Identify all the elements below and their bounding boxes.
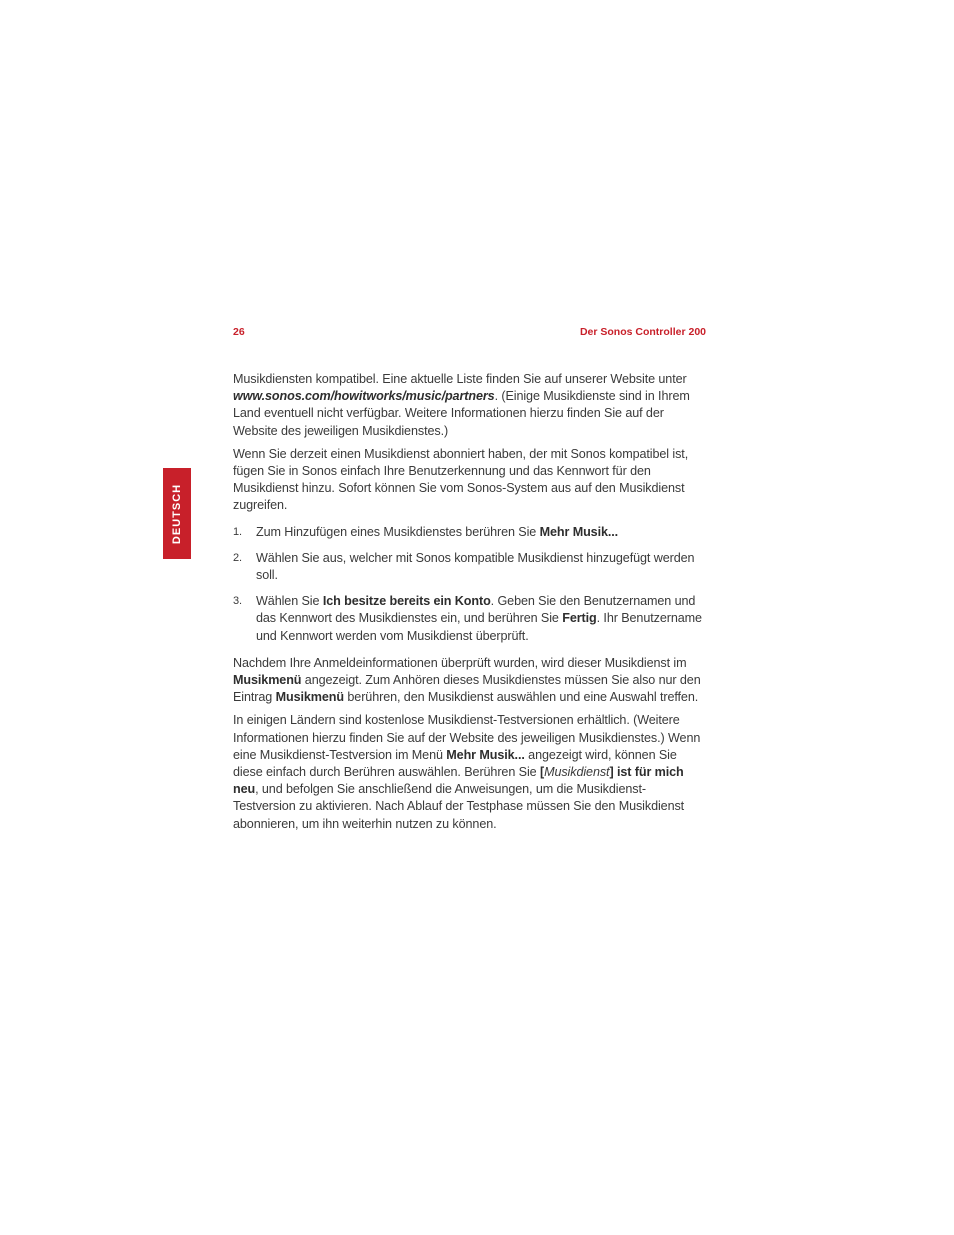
text-span: In einigen Ländern sind kostenlose Musikdienst-Testversionen erhältlich. (Weitere Informationen hierzu finden Sie auf der Website des jeweiligen Musikdienstes.) Wenn eine Musikdienst-Testversion im Menü [233, 713, 701, 762]
text-span: Wählen Sie [256, 594, 323, 609]
text-span: , und befolgen Sie anschließend die Anweisungen, um die Musikdienst-Testversion zu aktivieren. Nach Ablauf der Testphase müssen Sie den Musikdienst abonnieren, um ihn weiterhin nutzen zu können. [233, 782, 685, 831]
paragraph-music-menu [233, 655, 707, 707]
language-tab [163, 468, 191, 559]
ui-term: Fertig [562, 611, 597, 626]
ui-term: ] ist für mich neu [233, 765, 684, 797]
step-item [233, 550, 707, 584]
ui-term: Ich besitze bereits ein Konto [322, 594, 491, 609]
text-span: angezeigt wird, können Sie diese einfach durch Berühren auswählen. Berühren Sie [233, 747, 677, 780]
step-number: 2. [233, 551, 242, 564]
paragraph-intro [233, 371, 707, 440]
body-text [233, 371, 707, 839]
text-span: Nachdem Ihre Anmeldeinformationen überprüft wurden, wird dieser Musikdienst im [233, 655, 687, 670]
step-number: 1. [233, 525, 242, 538]
placeholder-term: Musikdienst [544, 765, 610, 780]
step-item [233, 524, 707, 541]
steps-list [233, 524, 707, 645]
page-number: 26 [233, 326, 245, 338]
running-header: Der Sonos Controller 200 [579, 326, 706, 338]
step-number: 3. [233, 595, 242, 608]
text-span: angezeigt. Zum Anhören dieses Musikdienstes müssen Sie also nur den Eintrag [233, 673, 701, 705]
website-url: www.sonos.com/howitworks/music/partners [233, 389, 495, 404]
text-span: Zum Hinzufügen eines Musikdienstes berühren Sie [256, 524, 540, 539]
ui-term: [ [539, 765, 545, 780]
text-span: Wählen Sie aus, welcher mit Sonos kompatible Musikdienst hinzugefügt werden soll. [256, 550, 695, 583]
language-tab-label: DEUTSCH [171, 483, 183, 544]
paragraph-trial [233, 712, 707, 832]
text-span: berühren, den Musikdienst auswählen und eine Auswahl treffen. [344, 690, 699, 705]
text-span: . Geben Sie den Benutzernamen und das Kennwort des Musikdienstes ein, und berühren Sie [256, 594, 696, 626]
text-span: Musikdiensten kompatibel. Eine aktuelle Liste finden Sie auf unserer Website unter [233, 372, 687, 386]
ui-term: Mehr Musik... [539, 524, 619, 539]
text-span: . Ihr Benutzername und Kennwort werden vom Musikdienst überprüft. [256, 611, 702, 643]
paragraph-subscription: Wenn Sie derzeit einen Musikdienst abonniert haben, der mit Sonos kompatibel ist, fügen Sie in Sonos einfach Ihre Benutzerkennung und das Kennwort für den Musikdienst hinzu. Sofort können Sie vom Sonos-System aus auf den Musikdienst zugreifen. [233, 446, 689, 513]
step-item [233, 593, 707, 645]
ui-term: Mehr Musik... [446, 747, 525, 762]
ui-term: Musikmenü [233, 673, 302, 688]
ui-term: Musikmenü [275, 690, 344, 705]
text-span: . (Einige Musikdienste sind in Ihrem Land eventuell nicht verfügbar. Weitere Informationen hierzu finden Sie auf der Website des jeweiligen Musikdienstes.) [233, 389, 690, 438]
